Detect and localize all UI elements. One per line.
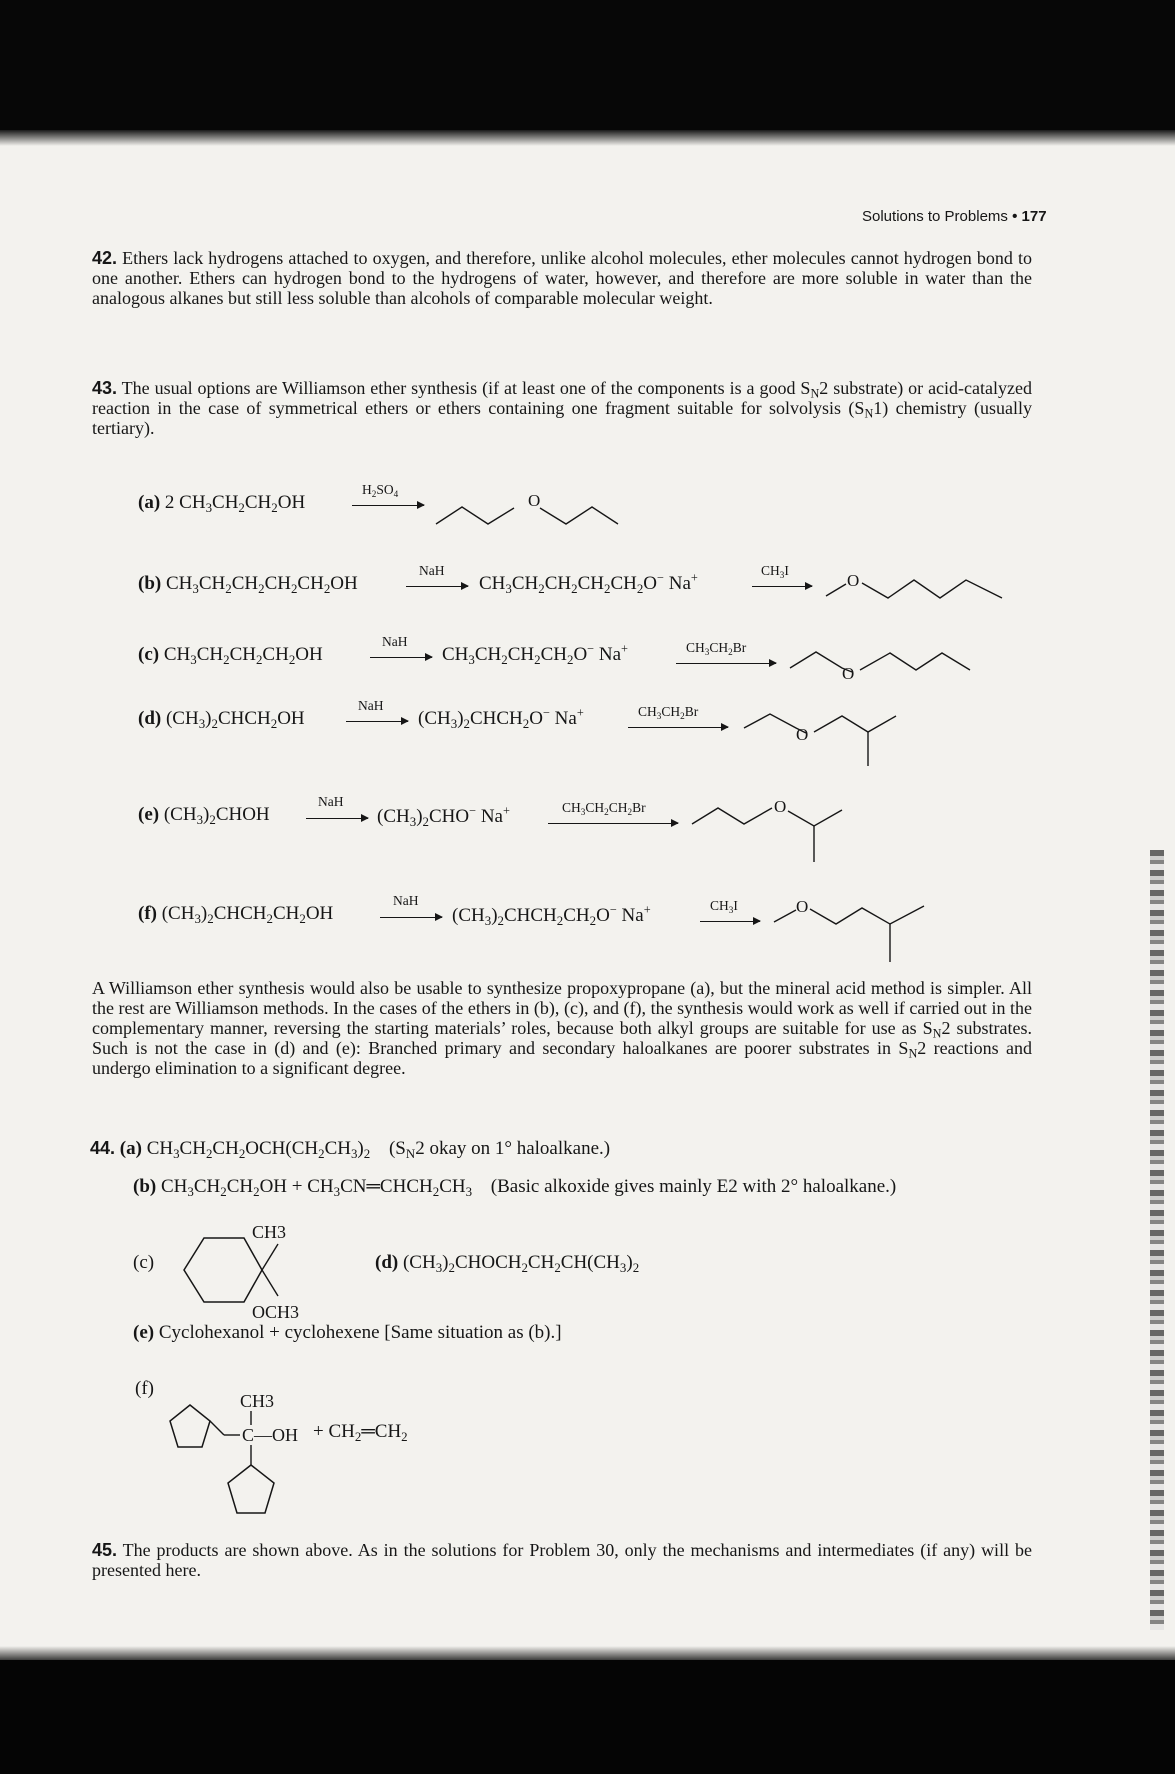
reaction-e-intermediate: $(CH_3)_2CHO^-$ Na+ [377, 803, 510, 829]
problem-44-e-label: (e) [133, 1322, 155, 1343]
problem-44-b-note: (Basic alkoxide gives mainly E2 with 2° haloalkane.) [490, 1176, 897, 1197]
header-section: Solutions to Problems [862, 208, 1008, 225]
problem-44-f-plus-ethylene: + $CH_2═CH_2$ [313, 1421, 408, 1444]
reaction-c-reagent-1: NaH [382, 634, 408, 649]
reaction-b-reactant: $CH_3CH_2CH_2CH_2CH_2OH$ [165, 573, 358, 596]
reaction-b-intermediate: $CH_3CH_2CH_2CH_2CH_2O^-$ Na+ [479, 570, 698, 596]
reaction-e-arrow-1 [306, 818, 368, 819]
reaction-d-oxygen: O [796, 725, 809, 744]
reaction-d [138, 708, 305, 730]
reaction-c [138, 644, 323, 666]
reaction-b [138, 573, 358, 595]
page-number: 177 [1021, 208, 1047, 225]
reaction-b-reagent-1: NaH [419, 563, 445, 578]
reaction-e-reactant: $(CH_3)_2CHOH$ [163, 804, 270, 827]
reaction-b-reagent-2: $CH_3I$ [761, 563, 789, 580]
reaction-c-label: (c) [138, 644, 160, 665]
problem-44-f-carbinol: C—OH [242, 1425, 299, 1445]
problem-44-a-label: (a) [119, 1138, 142, 1159]
reaction-e-reagent-1: NaH [318, 794, 344, 809]
problem-44-c-label: (c) [133, 1252, 155, 1273]
methoxy-methylcyclohexane-structure [160, 1220, 320, 1330]
reaction-f [138, 903, 333, 925]
reaction-f-label: (f) [138, 903, 157, 924]
reaction-e-label: (e) [138, 804, 160, 825]
reaction-d-label: (d) [138, 708, 162, 729]
dicyclopentyl-carbinol-structure [160, 1385, 460, 1550]
problem-44-e-text: Cyclohexanol + cyclohexene [Same situation as (b).] [158, 1322, 562, 1343]
isopentyl-methyl-ether-structure [774, 896, 944, 966]
reaction-f-intermediate: $(CH_3)_2CHCH_2CH_2O^-$ Na+ [452, 902, 651, 928]
problem-45-text: The products are shown above. As in the solutions for Problem 30, only the mechanisms and intermediates (if any) will be presented here. [92, 1540, 1032, 1580]
running-header [862, 208, 1047, 225]
reaction-d-reagent-1: NaH [358, 698, 384, 713]
problem-45-number: 45. [92, 1540, 118, 1560]
reaction-e [138, 804, 270, 826]
problem-44-e [133, 1322, 562, 1344]
reaction-e-arrow-2 [548, 823, 678, 824]
reaction-a-reagent: $H_2SO_4$ [362, 482, 399, 499]
reaction-d-reagent-2: $CH_3CH_2Br$ [638, 704, 699, 721]
problem-42 [92, 248, 1032, 308]
reaction-f-reagent-2: $CH_3I$ [710, 898, 738, 915]
problem-43-number: 43. [92, 378, 118, 398]
reaction-a-reactant: 2 $CH_3CH_2CH_2OH$ [164, 492, 306, 515]
scan-top-edge [0, 130, 1175, 146]
reaction-f-arrow-2 [700, 921, 760, 922]
problem-44-a-note: ($S_N2$ okay on 1° haloalkane.) [388, 1138, 611, 1161]
problem-44-b-formula: $CH_3CH_2CH_2OH$ + $CH_3CN═CHCH_2CH_3$ [160, 1176, 473, 1199]
scan-right-edge [1150, 850, 1164, 1630]
butyl-ethyl-ether-structure [790, 640, 980, 685]
problem-42-number: 42. [92, 248, 118, 268]
problem-44-b-label: (b) [133, 1176, 157, 1197]
problem-44-f-label: (f) [135, 1378, 154, 1399]
problem-44-c-methoxy: OCH3 [252, 1302, 300, 1322]
problem-45 [92, 1540, 1032, 1580]
scan-top-border [0, 0, 1175, 140]
scan-bottom-border [0, 1660, 1175, 1774]
reaction-c-intermediate: $CH_3CH_2CH_2CH_2O^-$ Na+ [442, 641, 629, 667]
reaction-b-arrow-2 [752, 586, 812, 587]
problem-44-number: 44. [90, 1138, 116, 1158]
problem-42-text: Ethers lack hydrogens attached to oxygen, and therefore, unlike alcohol molecules, ether molecules cannot hydrogen bond to one another. Ethers can hydrogen bond to the hydrogens of water, however, and therefore are more soluble in water than the analogous alkanes but still less soluble than alcohols of comparable molecular weight. [92, 248, 1033, 308]
problem-44-c-methyl: CH3 [252, 1222, 287, 1242]
header-bullet: • [1012, 208, 1018, 225]
isobutyl-ethyl-ether-structure [744, 706, 904, 772]
reaction-b-label: (b) [138, 573, 162, 594]
problem-44-d-label: (d) [375, 1252, 399, 1273]
reaction-d-arrow-1 [346, 721, 408, 722]
reaction-f-arrow-1 [380, 917, 442, 918]
dipropyl-ether-structure [436, 484, 626, 534]
problem-44-a [90, 1138, 610, 1160]
reaction-e-reagent-2: $CH_3CH_2CH_2Br$ [562, 800, 646, 817]
reaction-e-oxygen: O [774, 797, 787, 816]
problem-44-d-formula: $(CH_3)_2CHOCH_2CH_2CH(CH_3)_2$ [402, 1252, 640, 1275]
reaction-a-label: (a) [138, 492, 161, 513]
problem-43-discussion: A Williamson ether synthesis would also be usable to synthesize propoxypropane (a), but the mineral acid method is simpler. All the rest are Williamson methods. In the cases of the ethers in (b), (c), and (f), the synthesis would work as well if carried out in the complementary manner, reversing the starting materials’ roles, because both alkyl groups are suitable for use as $S_N2$ substrates. Such is not the case in (d) and (e): Branched primary and secondary haloalkanes are poorer substrates in $S_N2$ reactions and undergo elimination to a significant degree. [92, 978, 1032, 1078]
problem-44-b [133, 1176, 896, 1198]
isopropyl-propyl-ether-structure [692, 794, 862, 874]
reaction-f-reactant: $(CH_3)_2CHCH_2CH_2OH$ [161, 903, 334, 926]
problem-44-d [375, 1252, 639, 1274]
problem-43 [92, 378, 1032, 438]
reaction-b-oxygen: O [847, 571, 860, 590]
reaction-c-oxygen: O [842, 664, 855, 683]
methyl-pentyl-ether-structure [826, 570, 1016, 610]
reaction-d-intermediate: $(CH_3)_2CHCH_2O^-$ Na+ [418, 705, 584, 731]
reaction-b-arrow-1 [406, 586, 468, 587]
reaction-c-reactant: $CH_3CH_2CH_2CH_2OH$ [163, 644, 323, 667]
reaction-c-arrow-1 [370, 657, 432, 658]
reaction-a-arrow [352, 505, 424, 506]
problem-44-f-methyl: CH3 [240, 1391, 275, 1411]
reaction-a-oxygen: O [528, 491, 541, 510]
reaction-d-reactant: $(CH_3)_2CHCH_2OH$ [165, 708, 305, 731]
problem-44-a-formula: $CH_3CH_2CH_2OCH(CH_2CH_3)_2$ [146, 1138, 371, 1161]
reaction-c-reagent-2: $CH_3CH_2Br$ [686, 640, 747, 657]
problem-43-text: The usual options are Williamson ether synthesis (if at least one of the components is a good $S_N2$ substrate) or acid-catalyzed reaction in the case of symmetrical ethers or ethers containing one fragment suitable for solvolysis $(S_N1)$ chemistry (usually tertiary). [92, 378, 1032, 438]
reaction-a [138, 492, 305, 514]
reaction-f-reagent-1: NaH [393, 893, 419, 908]
reaction-f-oxygen: O [796, 897, 809, 916]
reaction-d-arrow-2 [628, 727, 728, 728]
reaction-c-arrow-2 [676, 663, 776, 664]
